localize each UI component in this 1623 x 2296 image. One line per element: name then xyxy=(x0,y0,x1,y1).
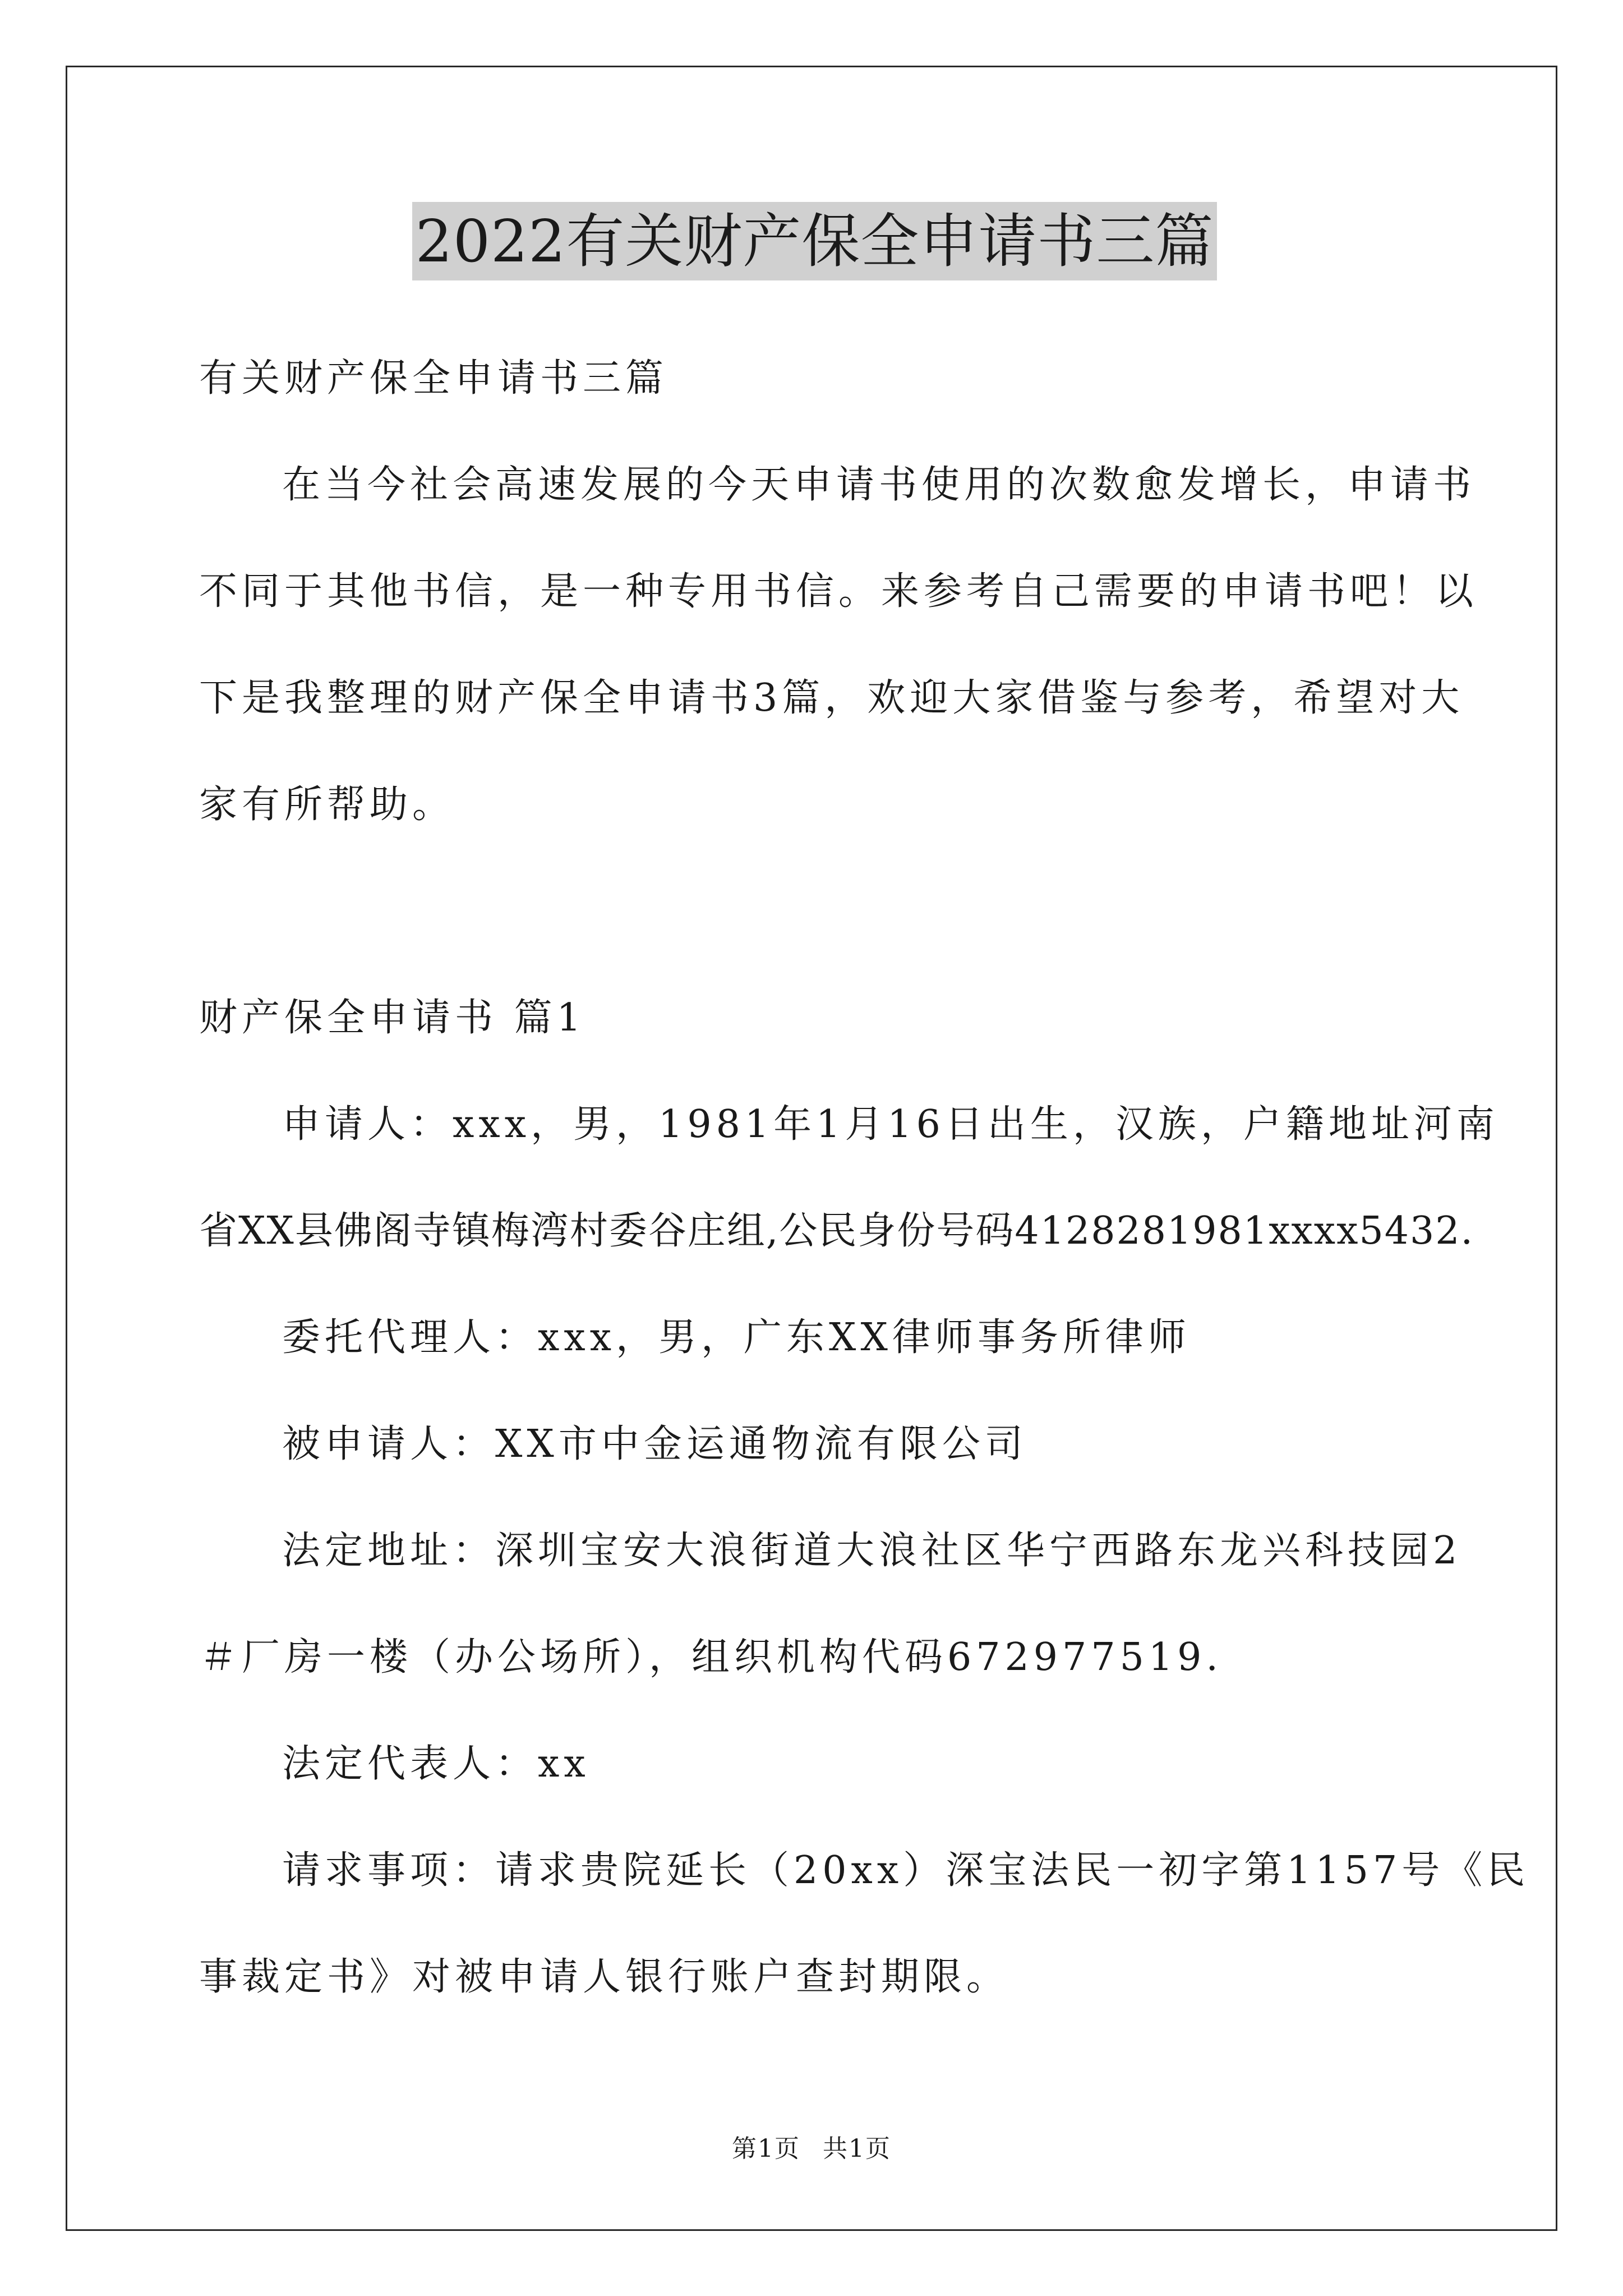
body-line: 被申请人：XX市中金运通物流有限公司 xyxy=(282,1422,1027,1466)
body-line: 申请人：xxx，男，1981年1月16日出生，汉族，户籍地址河南 xyxy=(282,1102,1499,1147)
intro-line: 在当今社会高速发展的今天申请书使用的次数愈发增长，申请书 xyxy=(282,463,1476,507)
body-line: 省XX县佛阁寺镇梅湾村委谷庄组,公民身份号码4128281981xxxx5432. xyxy=(199,1209,1474,1253)
body-line: 法定地址：深圳宝安大浪街道大浪社区华宁西路东龙兴科技园2 xyxy=(282,1529,1462,1573)
document-title: 2022有关财产保全申请书三篇 xyxy=(412,202,1218,280)
page-number: 第1页 xyxy=(732,2134,800,2163)
section-heading: 财产保全申请书 篇1 xyxy=(199,996,585,1040)
body-line: 委托代理人：xxx，男，广东XX律师事务所律师 xyxy=(282,1315,1191,1360)
body-line: 请求事项：请求贵院延长（20xx）深宝法民一初字第1157号《民 xyxy=(282,1848,1530,1893)
body-line: 事裁定书》对被申请人银行账户查封期限。 xyxy=(199,1955,1009,1999)
title-container xyxy=(199,202,1430,280)
intro-line: 不同于其他书信，是一种专用书信。来参考自己需要的申请书吧！以 xyxy=(199,569,1478,614)
page-footer xyxy=(0,2135,1623,2163)
document-subtitle: 有关财产保全申请书三篇 xyxy=(199,356,668,401)
body-line: 法定代表人：xx xyxy=(282,1742,590,1786)
page-total: 共1页 xyxy=(823,2134,891,2163)
intro-line: 下是我整理的财产保全申请书3篇，欢迎大家借鉴与参考，希望对大 xyxy=(199,676,1464,720)
body-line: ＃厂房一楼（办公场所），组织机构代码672977519. xyxy=(199,1635,1223,1680)
intro-line: 家有所帮助。 xyxy=(199,783,455,827)
